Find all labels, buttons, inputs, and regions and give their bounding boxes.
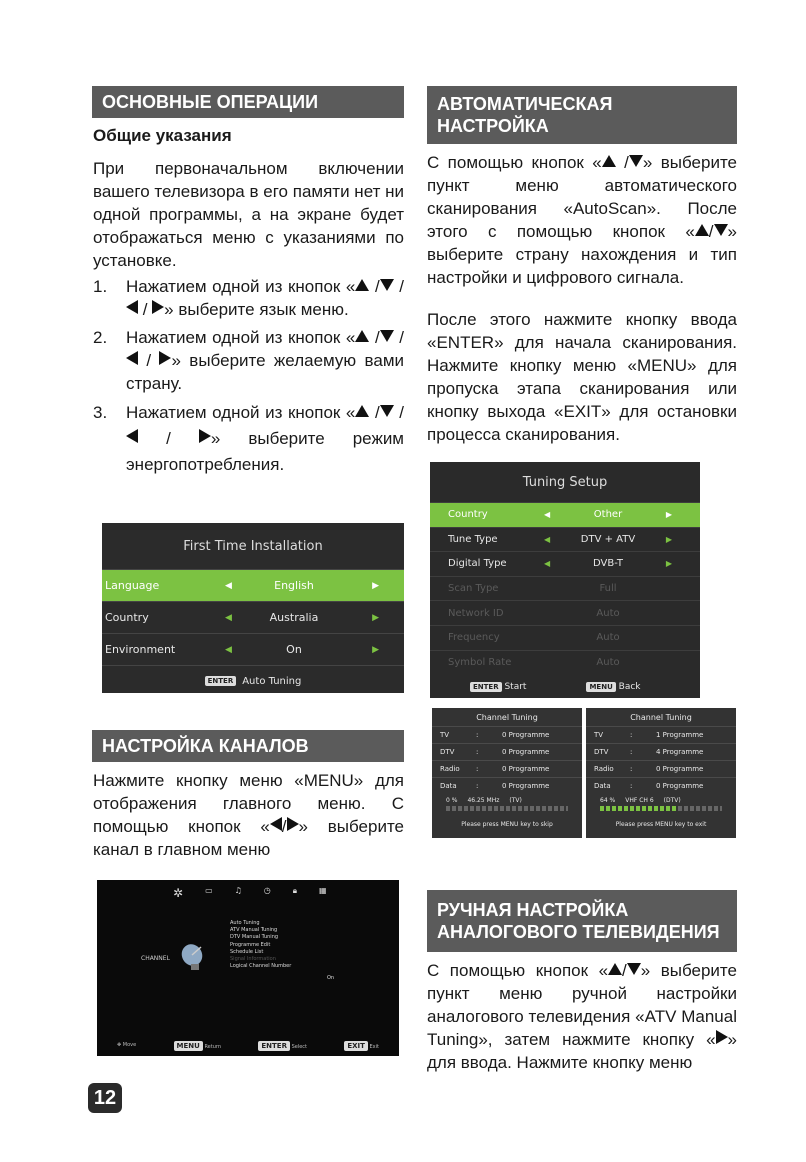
right-arrow-icon: ▶ [665,510,672,520]
arrow-up-icon [602,155,616,167]
arrow-up-icon [608,963,622,975]
left-arrow-icon: ◀ [544,534,551,544]
right-arrow-icon: ▶ [372,644,379,655]
row-value: DVB-T [592,558,624,570]
screen-footer [102,665,404,696]
lcn-value: On [327,975,335,981]
row-label: Scan Type [448,583,499,595]
section-header-manual-atv: РУЧНАЯ НАСТРОЙКА АНАЛОГОВОГО ТЕЛЕВИДЕНИЯ [427,890,737,952]
auto-tuning-paragraph-2: После этого нажмите кнопку ввода «ENTER» для начала сканирования. Нажмите кнопку меню «MENU» для пропуска этапа сканирования или кнопку выхода «EXIT» для остановки процесса сканирования. [427,310,737,444]
progress-readout: 0 % 46.25 MHz (TV) [446,796,522,804]
right-arrow-icon: ▶ [372,580,379,591]
menu-item[interactable]: ATV Manual Tuning [230,927,278,934]
arrow-right-icon [159,351,171,365]
menu-item[interactable]: Schedule List [230,948,264,955]
menu-row-tune-type[interactable] [430,527,700,552]
arrow-left-icon [126,300,138,314]
subheading-general: Общие указания [93,126,232,145]
screen-title: Channel Tuning [476,712,538,722]
menu-row-environment[interactable] [102,633,404,665]
step-item: 1. Нажатием одной из кнопок « / / / » выберите язык меню. [93,277,405,319]
arrow-right-icon [287,817,299,831]
row-label: Tune Type [448,533,498,545]
count-row: Radio : 0 Programme [586,760,736,777]
arrow-down-icon [714,224,728,236]
row-value: Full [599,583,617,595]
channel-tuning-screen-1 [432,708,582,838]
menu-row-language[interactable] [102,569,404,601]
main-menu-screen [97,880,399,1056]
step-number: 3. [93,403,108,422]
back-hint: MENU Back [586,682,640,692]
step-number: 2. [93,328,108,347]
count-row: Radio : 0 Programme [432,760,582,777]
text-part: » выберите страну нахождения и тип настройки и цифрового сигнала. [427,222,737,287]
count-row: DTV : 0 Programme [432,743,582,760]
step-text-before: Нажатием одной из кнопок « [126,403,356,422]
text-part: » для ввода. Нажмите кнопку меню [427,1030,737,1072]
menu-row-scan-type [430,576,700,601]
step-text-after: » выберите желаемую вами страну. [126,351,405,393]
progress-fill [600,806,678,811]
text-part: С помощью кнопок « [427,961,609,980]
time-icon[interactable]: ◷ [263,886,271,895]
screen-title: Channel Tuning [630,712,692,722]
exit-hint: EXIT Exit [344,1042,379,1050]
channels-text-after: » выберите канал в главном меню [93,817,404,859]
arrow-right-icon [199,429,211,443]
step-text-before: Нажатием одной из кнопок « [126,277,356,296]
arrow-down-icon [380,279,394,291]
section-header-auto-tuning: АВТОМАТИЧЕСКАЯ НАСТРОЙКА [427,86,737,144]
arrow-down-icon [629,155,643,167]
text-part: » выберите пункт меню автоматического сканирования «AutoScan». После этого с помощью кнопок « [427,153,737,241]
intro-paragraph: При первоначальном включении вашего телевизора в его памяти нет ни одной программы, а на экране будет отображаться меню с указаниями по установке. [93,159,404,270]
left-arrow-icon: ◀ [225,580,232,591]
lock-icon[interactable]: 🔒︎ [292,886,298,895]
right-arrow-icon: ▶ [665,534,672,544]
arrow-up-icon [355,405,369,417]
screen-title: First Time Installation [183,538,323,554]
select-hint: ENTER Select [258,1042,307,1050]
row-label: Frequency [448,632,500,644]
arrow-up-icon [355,279,369,291]
menu-item[interactable]: DTV Manual Tuning [230,934,279,941]
section-header-basic-operations: ОСНОВНЫЕ ОПЕРАЦИИ [92,86,404,118]
row-label: Symbol Rate [448,656,512,668]
section-label: CHANNEL [141,955,170,962]
menu-row-network-id [430,600,700,625]
menu-item[interactable]: Programme Edit [230,941,271,948]
arrow-down-icon [380,405,394,417]
screen-title: Tuning Setup [522,474,608,490]
hint-text: Please press MENU key to exit [615,821,707,828]
menu-item: Signal Information [230,956,276,963]
row-value: Other [593,509,623,521]
menu-item[interactable]: Auto Tuning [230,920,260,926]
count-row: Data : 0 Programme [432,777,582,794]
channels-text-before: Нажмите кнопку меню «MENU» для отображения главного меню. С помощью кнопок « [93,771,404,836]
row-value: On [286,643,302,656]
step-text-after: » выберите режим энергопотребления. [126,429,404,474]
first-time-installation-screen [102,523,404,693]
left-arrow-icon: ◀ [544,510,551,520]
step-number: 1. [93,277,108,296]
row-label: Digital Type [448,558,507,570]
arrow-up-icon [695,224,709,236]
count-row: DTV : 4 Programme [586,743,736,760]
page-number: 12 [88,1083,122,1113]
step-item: 2. Нажатием одной из кнопок « / / / » выберите желаемую вами страну. [93,328,405,393]
row-value: Auto [596,656,620,668]
auto-tuning-paragraph-1: С помощью кнопок « / » выберите пункт меню автоматического сканирования «AutoScan». После этого с помощью кнопок « / » выберите страну нахождения и тип настройки и цифрового сигнала. [427,153,737,287]
menu-row-country[interactable] [430,502,700,527]
arrow-up-icon [355,330,369,342]
channel-menu-list [230,920,291,970]
left-arrow-icon: ◀ [225,612,232,623]
channel-tuning-screen-2 [586,708,736,838]
count-row: TV : 1 Programme [586,726,736,743]
channels-paragraph: Нажмите кнопку меню «MENU» для отображения главного меню. С помощью кнопок « / » выберите канал в главном меню [93,771,404,859]
hint-text: Please press MENU key to skip [461,821,553,828]
start-hint: ENTER Start [470,682,526,692]
text-part: С помощью кнопок « [427,153,602,172]
section-header-channel-setup: НАСТРОЙКА КАНАЛОВ [92,730,404,762]
arrow-down-icon [380,330,394,342]
row-value: Australia [269,611,319,624]
progress-bar [600,806,722,811]
row-value: DTV + ATV [580,533,636,545]
menu-row-digital-type[interactable] [430,551,700,576]
row-label: Network ID [448,607,504,619]
sound-icon[interactable]: ♫ [234,886,242,895]
row-label: Environment [105,643,176,656]
arrow-left-icon [126,429,138,443]
arrow-right-icon [716,1030,728,1044]
step-text-before: Нажатием одной из кнопок « [126,328,356,347]
arrow-right-icon [152,300,164,314]
left-arrow-icon: ◀ [544,559,551,569]
arrow-down-icon [627,963,641,975]
progress-readout: 64 % VHF CH 6 (DTV) [600,796,681,804]
move-hint: ✥ Move [117,1042,137,1048]
right-arrow-icon: ▶ [665,559,672,569]
menu-help-bar [117,1042,379,1050]
menu-row-symbol-rate [430,650,700,675]
screen-footer [430,682,700,692]
row-value: Auto [596,607,620,619]
channel-gear-icon[interactable]: ✲ [173,886,184,900]
tuning-setup-screen [430,462,700,698]
steps-list [93,275,404,483]
row-label: Language [105,579,160,592]
setup-icon[interactable]: ▦ [319,886,327,895]
return-hint: MENU Return [174,1042,221,1050]
satellite-dish-icon [179,942,209,972]
step-text-after: » выберите язык меню. [164,300,349,319]
step-item: 3. Нажатием одной из кнопок « / / / » выберите режим энергопотребления. [93,400,404,478]
row-label: Country [105,611,149,624]
row-value: Auto [596,632,620,644]
menu-row-country[interactable] [102,601,404,633]
row-label: Country [448,509,488,521]
menu-item[interactable]: Logical Channel Number [230,963,292,970]
row-value: English [274,579,314,592]
arrow-left-icon [270,817,282,831]
count-row: TV : 0 Programme [432,726,582,743]
count-row: Data : 0 Programme [586,777,736,794]
left-arrow-icon: ◀ [225,644,232,655]
text-part: » выберите пункт меню ручной настройки аналогового телевидения «ATV Manual Tuning», затем нажмите кнопку « [427,961,737,1049]
picture-icon[interactable]: ▭ [205,886,213,895]
manual-tuning-paragraph: С помощью кнопок « / » выберите пункт меню ручной настройки аналогового телевидения «ATV Manual Tuning», затем нажмите кнопку « » для ввода. Нажмите кнопку меню [427,961,737,1072]
right-arrow-icon: ▶ [372,612,379,623]
menu-row-frequency [430,625,700,650]
menu-icon-bar [173,886,327,900]
enter-key-badge: ENTER [205,676,237,686]
footer-label: Auto Tuning [242,675,302,687]
progress-bar [446,806,568,811]
arrow-left-icon [126,351,138,365]
